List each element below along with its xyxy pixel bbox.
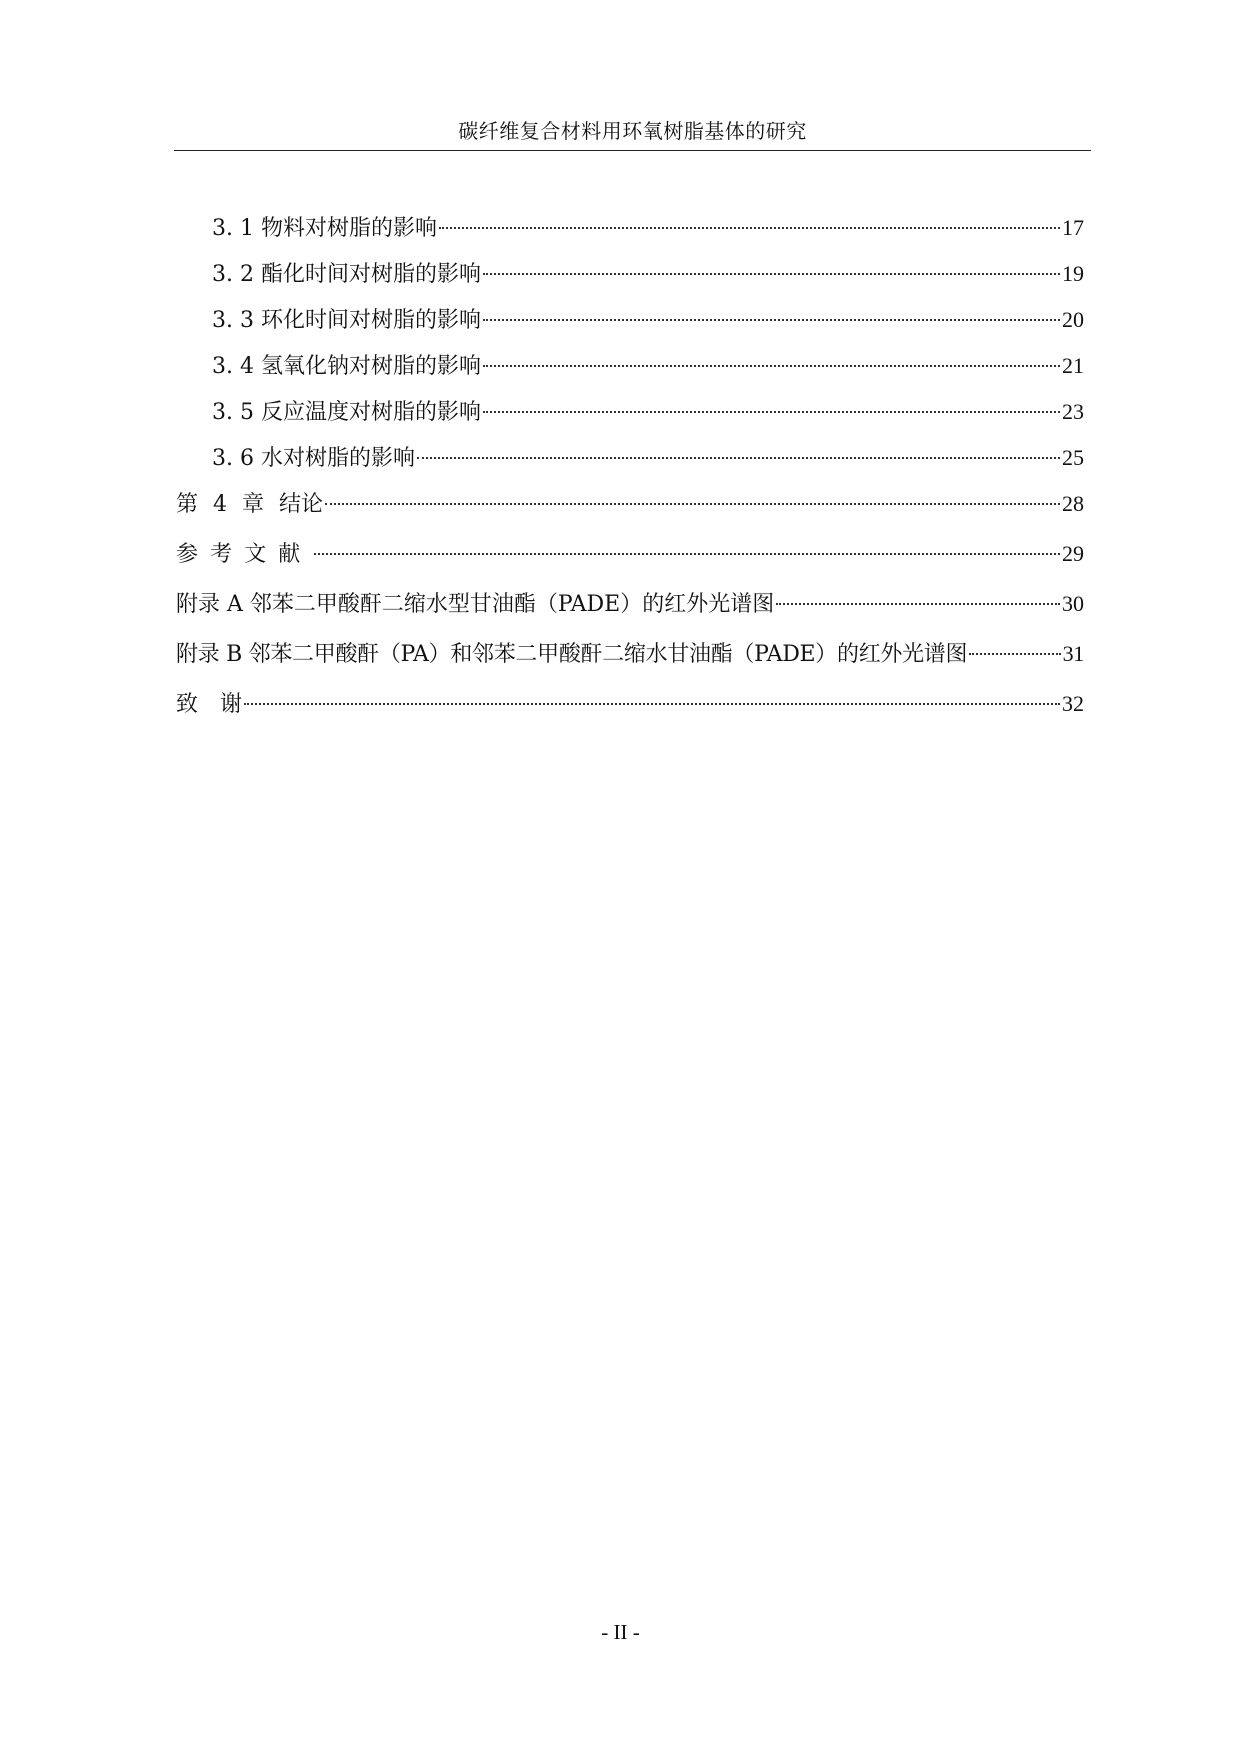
toc-entry-label: 3. 2 酯化时间对树脂的影响 <box>212 262 481 287</box>
toc-entry-page: 23 <box>1062 399 1084 424</box>
toc-entry-page: 19 <box>1062 261 1084 286</box>
toc-entry-page: 31 <box>1062 641 1084 666</box>
toc-entry-acknowledgements[interactable] <box>176 689 1084 720</box>
dot-leader <box>969 653 1060 655</box>
toc-entry-page: 20 <box>1062 307 1084 332</box>
toc-entry-label: 致 谢 <box>176 692 243 717</box>
toc-entry-page: 28 <box>1062 491 1084 516</box>
dot-leader <box>776 603 1060 605</box>
toc-entry-page: 32 <box>1062 691 1084 716</box>
toc-entry-label: 3. 1 物料对树脂的影响 <box>212 216 437 241</box>
toc-entry-label: 3. 3 环化时间对树脂的影响 <box>212 308 481 333</box>
dot-leader <box>417 457 1060 459</box>
toc-entry-label: 参考文献 <box>176 542 313 567</box>
dot-leader <box>483 365 1060 367</box>
toc-entry-page: 25 <box>1062 445 1084 470</box>
toc-entry-page: 17 <box>1062 215 1084 240</box>
toc-entry-label: 3. 6 水对树脂的影响 <box>212 446 415 471</box>
running-header <box>174 114 1091 151</box>
toc-entry-label: 3. 4 氢氧化钠对树脂的影响 <box>212 354 481 379</box>
page-number: - II - <box>601 1620 640 1644</box>
toc-entry-label: 附录 A 邻苯二甲酸酐二缩水型甘油酯（PADE）的红外光谱图 <box>176 592 775 617</box>
dot-leader <box>314 553 1060 555</box>
toc-entry-appendix-b[interactable] <box>176 639 1084 670</box>
dot-leader <box>483 411 1060 413</box>
toc-entry-3-2[interactable] <box>212 259 1084 290</box>
toc-entry-3-1[interactable] <box>212 213 1084 244</box>
toc-entry-appendix-a[interactable] <box>176 589 1084 620</box>
toc-entry-page: 21 <box>1062 353 1084 378</box>
toc-entry-chapter-4[interactable] <box>176 489 1084 520</box>
toc-entry-label: 第 4 章 结论 <box>176 492 323 517</box>
toc-entry-3-3[interactable] <box>212 305 1084 336</box>
toc-entry-page: 29 <box>1062 541 1084 566</box>
toc-entry-label: 3. 5 反应温度对树脂的影响 <box>212 400 481 425</box>
toc-entry-3-4[interactable] <box>212 351 1084 382</box>
toc-entry-page: 30 <box>1062 591 1084 616</box>
dot-leader <box>483 273 1060 275</box>
toc-entry-label: 附录 B 邻苯二甲酸酐（PA）和邻苯二甲酸酐二缩水甘油酯（PADE）的红外光谱图 <box>176 642 968 667</box>
dot-leader <box>439 227 1060 229</box>
toc-entry-3-6[interactable] <box>212 443 1084 474</box>
document-title: 碳纤维复合材料用环氧树脂基体的研究 <box>458 119 807 143</box>
dot-leader <box>483 319 1060 321</box>
toc-entry-3-5[interactable] <box>212 397 1084 428</box>
toc-entry-references[interactable] <box>176 539 1084 570</box>
dot-leader <box>244 703 1060 705</box>
dot-leader <box>325 503 1060 505</box>
